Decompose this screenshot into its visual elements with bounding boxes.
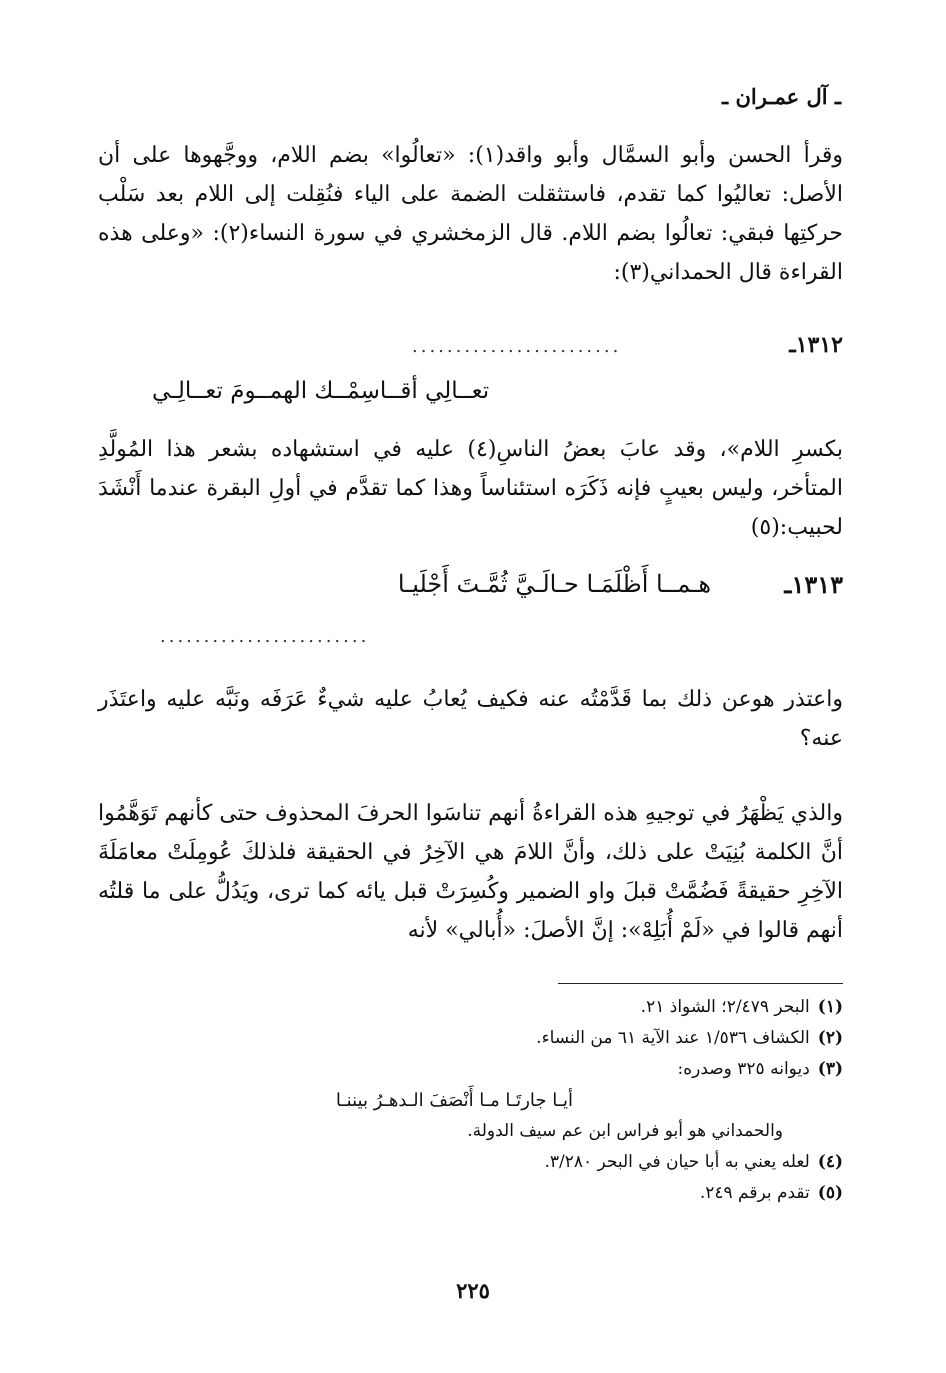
footnotes [98, 992, 843, 1209]
paragraph-1-text: وقرأ الحسن وأبو السمَّال وأبو واقد(١): «تعالُوا» بضم اللام، ووجَّهوها على أن الأصل: تعاليُوا كما تقدم، فاستثقلت الضمة على الياء فنُقِلت إلى اللام بعد سَلْب حركتِها فبقي: تعالُوا بضم اللام. قال الزمخشري في سورة النساء(٢): «وعلى هذه القراءة قال الحمداني(٣): [98, 143, 843, 285]
paragraph-3-text: واعتذر هوعن ذلك بما قَدَّمْتُه عنه فكيف يُعابُ عليه شيءٌ عَرَفَه ونَبَّه عليه واعتَذَر عنه؟ [98, 687, 843, 751]
footnote-separator [558, 983, 843, 984]
page-number: ٢٢٥ [456, 1278, 490, 1303]
footnote-4-number: (٤) [817, 1152, 843, 1172]
footnote-1-text: البحر ٢/٤٧٩؛ الشواذ ٢١. [640, 997, 810, 1017]
footnote-1-number: (١) [817, 997, 843, 1017]
footnote-5-number: (٥) [817, 1183, 843, 1203]
verse-1312-number: ١٣١٢ـ [789, 332, 843, 358]
verse-1313-dots: ........................ [160, 626, 370, 647]
footnote-4 [98, 1147, 843, 1178]
verse-1313-number: ١٣١٣ـ [784, 570, 843, 599]
footnote-5 [98, 1178, 843, 1209]
paragraph-4 [98, 794, 843, 950]
running-title: ـ آل عمـران ـ [722, 84, 841, 109]
footnote-3-text: ديوانه ٣٢٥ وصدره: [677, 1059, 810, 1079]
footnote-3 [98, 1054, 843, 1085]
footnote-3-verse: أيـا جارتَـا مـا أَنْصَفَ الـدهـرُ بيننـا [335, 1090, 573, 1111]
footnote-1 [98, 992, 843, 1023]
footnote-2-text: الكشاف ١/٥٣٦ عند الآية ٦١ من النساء. [536, 1028, 810, 1048]
verse-1313-line: هـمــا أَظْلَمَـا حـالَـيَّ ثُمَّـتَ أَجْلَيـا [397, 570, 711, 598]
footnote-5-text: تقدم برقم ٢٤٩. [699, 1183, 810, 1203]
paragraph-4-text: والذي يَظْهَرُ في توجيهِ هذه القراءةُ أنهم تناسَوا الحرفَ المحذوف حتى كأنهم تَوَهَّمُوا أنَّ الكلمة بُنِيَتْ على ذلك، وأنَّ اللامَ هي الآخِرُ في الحقيقة فلذلكَ عُومِلَتْ معامَلَةَ الآخِرِ حقيقةً فَضُمَّتْ قبلَ واو الضمير وكُسِرَتْ قبل يائه كما ترى، ويَدُلُّ على ما قلتُه أنهم قالوا في «لَمْ أُبَلِهْ»: إنَّ الأصلَ: «أُبالي» لأنه [98, 801, 843, 943]
paragraph-2-text: بكسرِ اللام»، وقد عابَ بعضُ الناسِ(٤) عليه في استشهاده بشعر هذا المُولَّدِ المتأخر، وليس بعيبٍ فإنه ذَكَرَه استئناساً وهذا كما تقدَّم في أولِ البقرة عندما أَنْشَدَ لحبيب:(٥) [98, 437, 843, 540]
paragraph-3 [98, 680, 843, 758]
footnote-3-number: (٣) [817, 1059, 843, 1079]
footnote-2-number: (٢) [817, 1028, 843, 1048]
footnote-4-text: لعله يعني به أبا حيان في البحر ٣/٢٨٠. [544, 1152, 810, 1172]
paragraph-2 [98, 430, 843, 547]
footnote-2 [98, 1023, 843, 1054]
paragraph-1 [98, 136, 843, 292]
verse-1312-line: تعــالِي أقــاسِمْــك الهمــومَ تعــالِـي [152, 378, 490, 404]
verse-1312-dots: ........................ [412, 336, 622, 357]
footnote-3-note: والحمداني هو أبو فراس ابن عم سيف الدولة. [467, 1121, 783, 1141]
